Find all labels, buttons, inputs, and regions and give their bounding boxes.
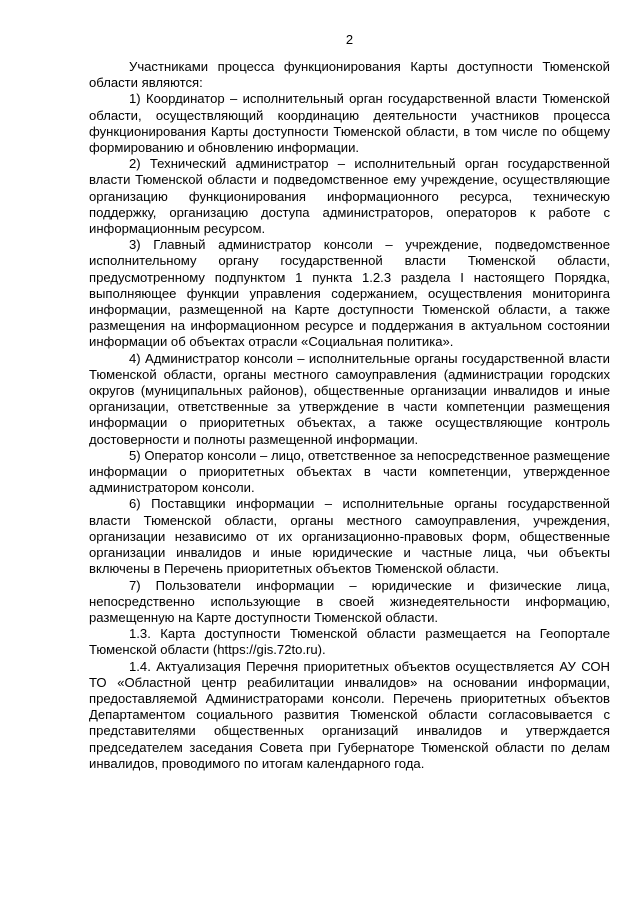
paragraph-chief-console-administrator: 3) Главный администратор консоли – учреждение, подведомственное исполнительному органу государственной власти Тюменской области, предусмотренному подпунктом 1 пункта 1.2.3 раздела I настоящего Порядка, выполняющее функции управления содержанием, осуществления мониторинга информации, размещенной на Карте доступности Тюменской области, а также размещения на информационном ресурсе и поддержания в актуальном состоянии информации об объектах отрасли «Социальная политика». xyxy=(89,237,610,350)
document-body xyxy=(89,59,610,772)
paragraph-console-operator: 5) Оператор консоли – лицо, ответственное за непосредственное размещение информации о приоритетных объектах в части компетенции, утвержденное администратором консоли. xyxy=(89,447,610,496)
paragraph-technical-administrator: 2) Технический администратор – исполнительный орган государственной власти Тюменской области и подведомственное ему учреждение, осуществляющие организацию функционирования информационного ресурса, техническую поддержку, организацию доступа администраторов, операторов к работе с информационным ресурсом. xyxy=(89,156,610,237)
paragraph-information-users: 7) Пользователи информации – юридические и физические лица, непосредственно использующие в своей жизнедеятельности информацию, размещенную на Карте доступности Тюменской области. xyxy=(89,577,610,625)
paragraph-section-1-3: 1.3. Карта доступности Тюменской области размещается на Геопортале Тюменской области (https://gis.72to.ru). xyxy=(89,626,610,658)
paragraph-coordinator: 1) Координатор – исполнительный орган государственной власти Тюменской области, осуществляющий координацию деятельности участников процесса функционирования Карты доступности Тюменской области, в том числе по общему формированию и обновлению информации. xyxy=(89,91,610,156)
paragraph-information-suppliers: 6) Поставщики информации – исполнительные органы государственной власти Тюменской области, органы местного самоуправления, учреждения, организации независимо от их организационно-правовых форм, общественные организации инвалидов и иные юридические и частные лица, чьи объекты включены в Перечень приоритетных объектов Тюменской области. xyxy=(89,496,610,577)
paragraph-participants-intro: Участниками процесса функционирования Карты доступности Тюменской области являются: xyxy=(89,59,610,91)
page-number: 2 xyxy=(345,32,354,47)
paragraph-console-administrator: 4) Администратор консоли – исполнительные органы государственной власти Тюменской области, органы местного самоуправления (администрации городских округов (муниципальных районов), общественные организации инвалидов и иные организации, ответственные за утверждение в части компетенции размещения информации о приоритетных объектах, а также осуществляющие контроль достоверности и полноты размещенной информации. xyxy=(89,350,610,447)
paragraph-section-1-4: 1.4. Актуализация Перечня приоритетных объектов осуществляется АУ СОН ТО «Областной центр реабилитации инвалидов» на основании информации, предоставляемой Администраторами консоли. Перечень приоритетных объектов Департаментом социального развития Тюменской области согласовывается с представителями общественных организаций инвалидов и утверждается председателем заседания Совета при Губернаторе Тюменской области по делам инвалидов, проводимого по итогам календарного года. xyxy=(89,658,610,771)
